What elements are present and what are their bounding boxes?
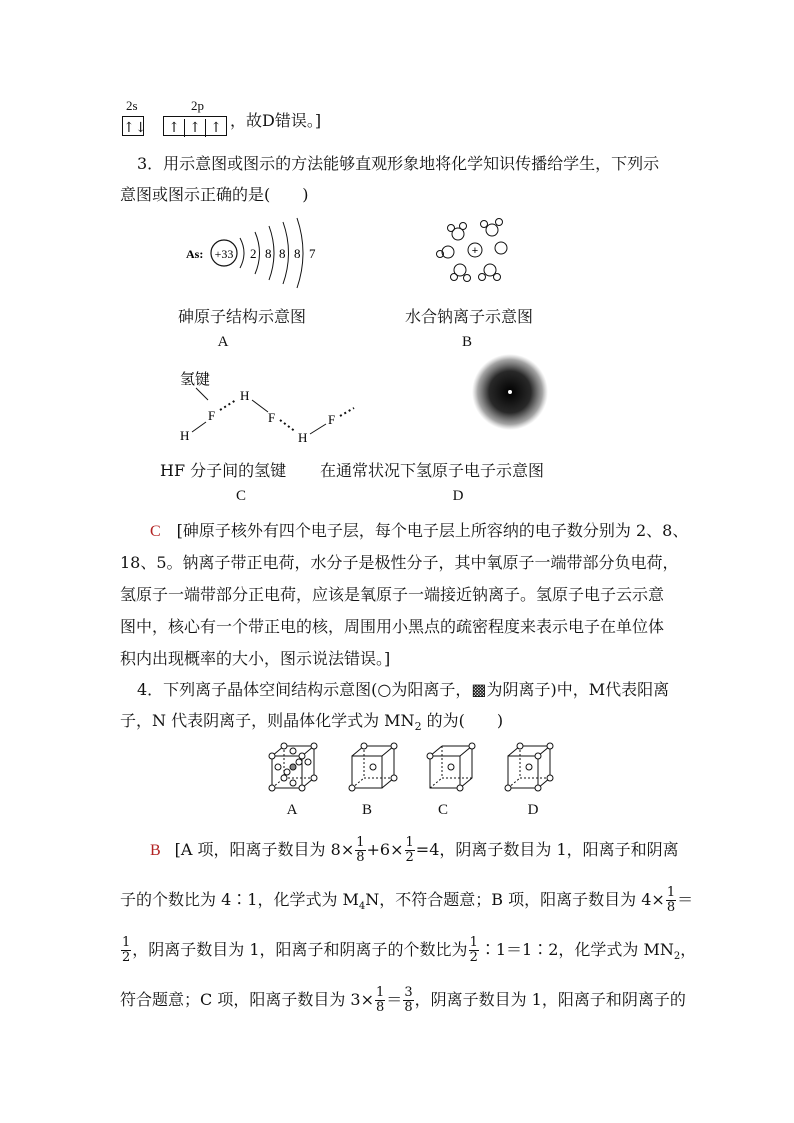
cube-b (349, 743, 397, 791)
q4-explain-line2: 子的个数比为 4∶1，化学式为 $M_4N$，不符合题意；B 项，阳离子数目为 4× $\frac{1}{8}$ ＝ (120, 885, 694, 915)
fraction: $\frac{3}{8}$ (404, 985, 413, 1015)
svg-text:F: F (268, 410, 276, 425)
svg-text:H: H (180, 428, 190, 443)
orbital-tail-text: ，故D错误。] (230, 111, 322, 130)
q4-answer: B (150, 842, 161, 859)
fig-d-caption: 在通常状况下氢原子电子示意图 (320, 461, 545, 480)
cube-c-label: C (437, 802, 448, 818)
q4-line2: 子，N 代表阴离子，则晶体化学式为 $MN_2$ 的为( ) (120, 711, 504, 734)
fig-a-nucleus-label: +33 (214, 247, 234, 261)
q4-line1: 4．下列离子晶体空间结构示意图(○为阳离子，▩为阴离子)中，M代表阳离 (137, 680, 670, 699)
q4-explain-line1: B [A 项，阳离子数目为 8× $\frac{1}{8}$ +6× $\frac{1}{2}$ =4，阴离子数目为 1，阳离子和阴离 (150, 835, 679, 865)
fraction: $\frac{1}{8}$ (376, 985, 385, 1015)
fig-a-label: A (217, 334, 229, 350)
q3-explain-line2: 18、5。钠离子带正电荷，水分子是极性分子，其中氧原子一端带部分负电荷， (120, 553, 679, 572)
q3-explain-line4: 图中，核心有一个带正电的核，周围用小黑点的疏密程度来表示电子在单位体 (120, 617, 665, 636)
fig-a-caption: 砷原子结构示意图 (178, 307, 307, 326)
fig-b-caption: 水合钠离子示意图 (405, 307, 534, 326)
fraction: $\frac{1}{8}$ (356, 835, 365, 865)
cube-d-label: D (527, 802, 539, 818)
fraction: $\frac{1}{8}$ (666, 885, 676, 915)
q3-line2: 意图或图示正确的是( ) (120, 185, 309, 204)
orbital-cell: ↑ (185, 119, 206, 137)
fraction: $\frac{1}{2}$ (122, 935, 131, 965)
orbital-cell: ↑↓ (123, 120, 147, 136)
q4-crystal-figures (262, 738, 572, 798)
orbital-cell: ↑ (164, 119, 185, 137)
fig-c-hf-hydrogen-bond (174, 366, 364, 450)
q3-explain-line1: C [砷原子核外有四个电子层，每个电子层上所容纳的电子数分别为 2、8、 (150, 521, 689, 540)
cube-c (427, 743, 475, 791)
fig-b-hydrated-sodium (432, 214, 518, 286)
orbital-2p-box (163, 116, 227, 136)
fig-a-element-label: As: (186, 247, 204, 261)
svg-text:H: H (240, 388, 250, 403)
sodium-charge: + (471, 245, 479, 257)
orbital-s-label: 2s (126, 98, 138, 113)
fig-a-shell-count: 8 (279, 246, 286, 261)
cube-b-label: B (361, 802, 372, 818)
hbond-label: 氢键 (180, 370, 211, 388)
fraction: $\frac{1}{2}$ (469, 935, 478, 965)
fig-a-shell-count: 8 (265, 246, 272, 261)
svg-text:H: H (298, 430, 308, 445)
fig-b-label: B (461, 334, 472, 350)
q4-explain-line3: $\frac{1}{2}$ ，阴离子数目为 1，阳离子和阴离子的个数比为 $\frac{1}{2}$ ∶1＝1∶2，化学式为 $MN_2$， (122, 935, 697, 965)
cube-a (269, 743, 317, 791)
orbital-2s-box (122, 116, 147, 136)
fig-d-label: D (452, 488, 464, 504)
fig-c-caption: HF 分子间的氢键 (160, 461, 287, 480)
orbital-cell: ↑ (210, 120, 222, 136)
fig-a-shell-count: 7 (309, 246, 316, 261)
fig-d-electron-cloud (470, 352, 550, 432)
svg-text:F: F (328, 412, 336, 427)
q3-explain-line5: 积内出现概率的大小，图示说法错误。] (120, 649, 391, 668)
fig-c-label: C (235, 488, 246, 504)
fig-a-shell-count: 2 (250, 246, 257, 261)
cube-a-label: A (286, 802, 298, 818)
orbital-p-label: 2p (191, 98, 204, 113)
q3-line1: 3．用示意图或图示的方法能够直观形象地将化学知识传播给学生，下列示 (137, 154, 660, 173)
q3-answer: C (150, 523, 161, 540)
q3-explain-line3: 氢原子一端带部分正电荷，应该是氧原子一端接近钠离子。氢原子电子云示意 (120, 585, 665, 604)
fraction: $\frac{1}{2}$ (405, 835, 414, 865)
fig-a-shell-count: 8 (294, 246, 301, 261)
fig-a-arsenic-structure (180, 212, 340, 292)
svg-text:F: F (208, 408, 216, 423)
cube-d (505, 743, 553, 791)
q4-explain-line4: 符合题意；C 项，阳离子数目为 3× $\frac{1}{8}$ ＝ $\frac{3}{8}$ ，阴离子数目为 1，阳离子和阴离子的 (120, 985, 686, 1015)
